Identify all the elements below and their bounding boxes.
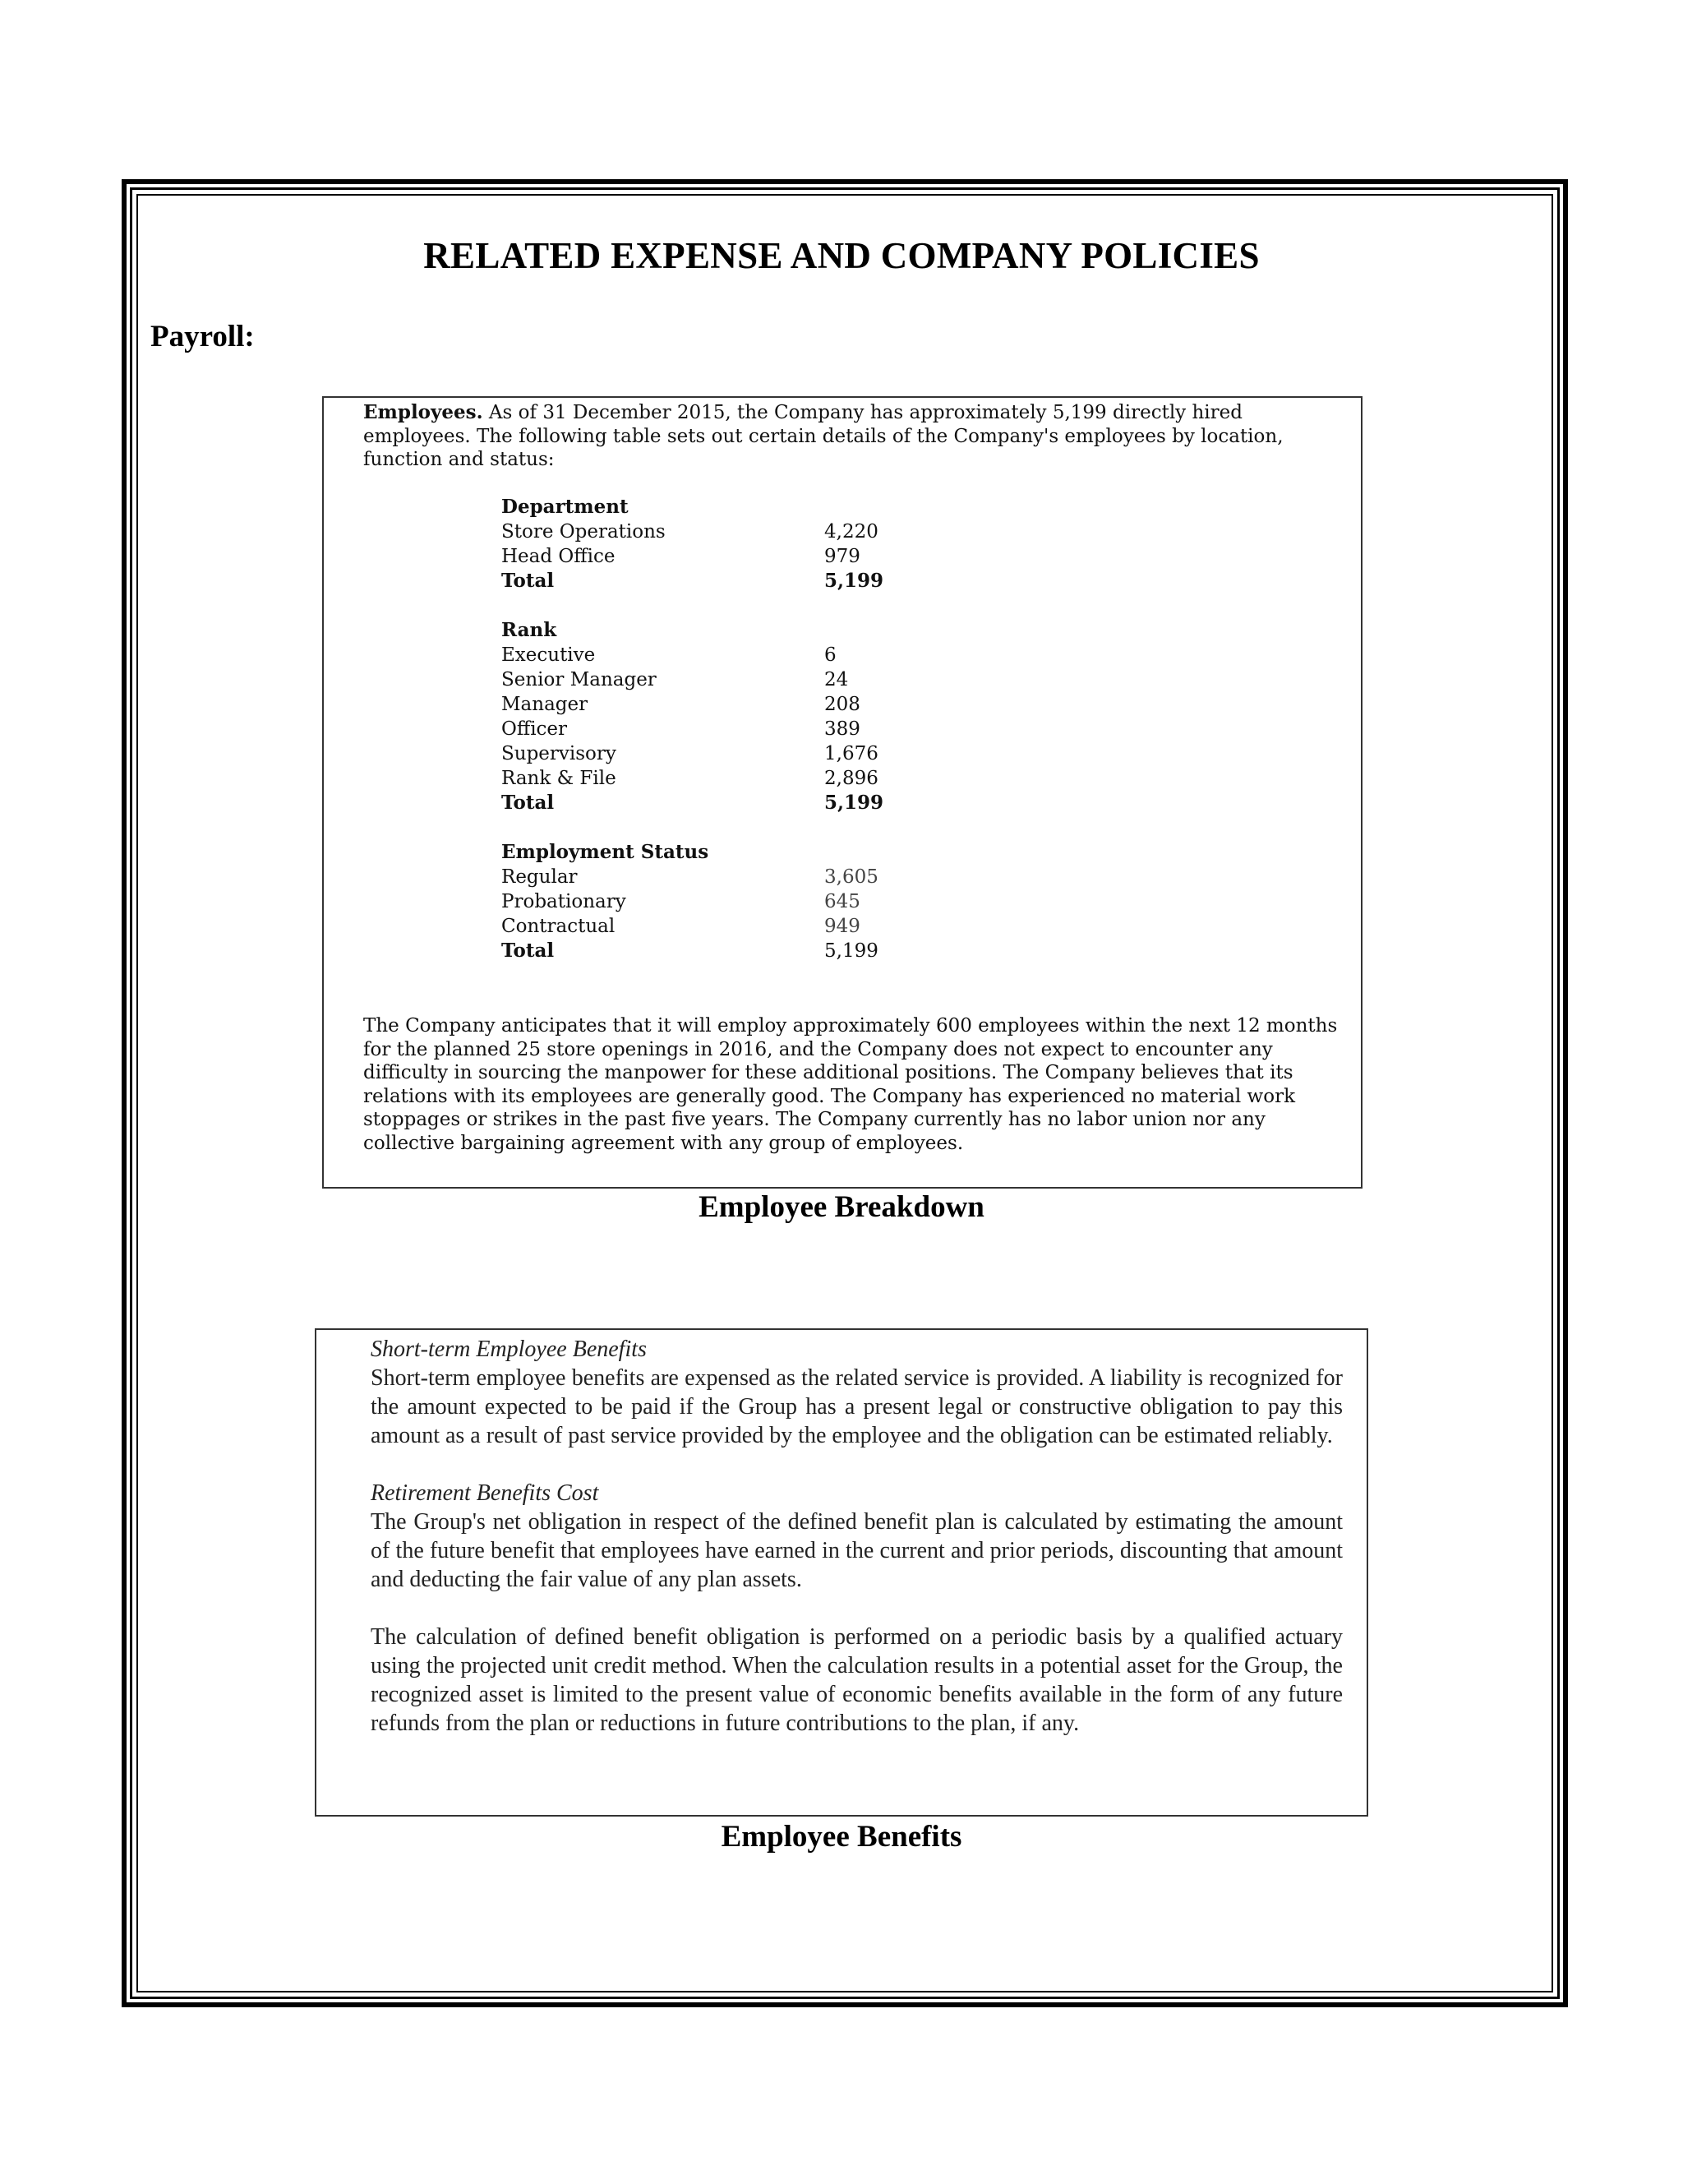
retirement-heading: Retirement Benefits Cost	[371, 1480, 599, 1506]
table-row	[501, 914, 994, 939]
row-label: Store Operations	[501, 521, 666, 543]
department-group	[501, 495, 994, 593]
row-label: Probationary	[501, 891, 626, 912]
status-title: Employment Status	[501, 841, 709, 863]
row-label: Total	[501, 940, 555, 962]
row-label: Total	[501, 792, 555, 814]
table-row	[501, 643, 994, 667]
row-value: 1,676	[824, 743, 878, 764]
rank-group	[501, 618, 994, 815]
row-value: 5,199	[824, 570, 884, 592]
table-row	[501, 741, 994, 766]
row-value: 389	[824, 718, 860, 740]
caption-employee-breakdown: Employee Breakdown	[699, 1190, 984, 1224]
row-label: Contractual	[501, 916, 616, 937]
rank-title: Rank	[501, 619, 557, 641]
row-label: Total	[501, 570, 555, 592]
employee-table	[501, 495, 994, 988]
row-value: 24	[824, 669, 849, 690]
spacer	[371, 1594, 1343, 1623]
intro-lead: Employees.	[363, 401, 483, 423]
calculation-text: The calculation of defined benefit obligation is performed on a periodic basis by a qualified actuary using the projected unit credit method. When the calculation results in a potential asset for the Group, the recognized asset is limited to the present value of economic benefits available in the form of any future refunds from the plan or reductions in future contributions to the plan, if any.	[371, 1624, 1343, 1736]
department-title: Department	[501, 496, 629, 518]
row-value: 4,220	[824, 521, 878, 543]
row-label: Officer	[501, 718, 568, 740]
table-row-total	[501, 791, 994, 815]
short-term-text: Short-term employee benefits are expensed as the related service is provided. A liability is recognized for the amount expected to be paid if the Group has a present legal or constructive obligation to pay this amount as a result of past service provided by the employee and the obligation can be estimated reliably.	[371, 1365, 1343, 1448]
table-row	[501, 865, 994, 889]
row-value: 3,605	[824, 866, 878, 888]
table-row	[501, 667, 994, 692]
benefits-box	[315, 1328, 1368, 1817]
benefits-content	[371, 1335, 1343, 1738]
section-label-payroll: Payroll:	[150, 320, 255, 353]
page-title: RELATED EXPENSE AND COMPANY POLICIES	[423, 235, 1260, 276]
row-value: 949	[824, 916, 860, 937]
table-row	[501, 519, 994, 544]
employees-intro	[363, 401, 1341, 472]
retirement-text: The Group's net obligation in respect of the defined benefit plan is calculated by estimating the amount of the future benefit that employees have earned in the current and prior periods, discounting that amount and deducting the fair value of any plan assets.	[371, 1509, 1343, 1592]
row-value: 5,199	[824, 940, 878, 962]
status-group	[501, 840, 994, 963]
row-value: 2,896	[824, 768, 878, 789]
caption-employee-benefits: Employee Benefits	[721, 1820, 962, 1854]
short-term-heading: Short-term Employee Benefits	[371, 1337, 647, 1362]
spacer	[371, 1450, 1343, 1479]
employees-closing-text: The Company anticipates that it will employ approximately 600 employees within the next 12 months for the planned 25 store openings in 2016, and the Company does not expect to encounter any difficulty in sourcing the manpower for these additional positions. The Company believes that its relations with its employees are generally good. The Company has experienced no material work stoppages or strikes in the past five years. The Company currently has no labor union nor any collective bargaining agreement with any group of employees.	[363, 1015, 1338, 1154]
row-label: Regular	[501, 866, 578, 888]
table-row	[501, 692, 994, 717]
row-label: Supervisory	[501, 743, 616, 764]
table-row	[501, 766, 994, 791]
row-value: 6	[824, 644, 837, 666]
row-value: 645	[824, 891, 860, 912]
intro-text: As of 31 December 2015, the Company has approximately 5,199 directly hired employees. The following table sets out certain details of the Company's employees by location, function and status:	[363, 402, 1284, 470]
table-row	[501, 717, 994, 741]
table-row	[501, 544, 994, 569]
employees-box	[322, 396, 1363, 1189]
row-value: 5,199	[824, 792, 884, 814]
row-label: Manager	[501, 694, 588, 715]
row-label: Senior Manager	[501, 669, 657, 690]
table-row-total	[501, 569, 994, 593]
table-row	[501, 889, 994, 914]
table-row-total	[501, 939, 994, 963]
row-label: Head Office	[501, 546, 616, 567]
row-label: Executive	[501, 644, 596, 666]
row-value: 979	[824, 546, 860, 567]
row-value: 208	[824, 694, 860, 715]
row-label: Rank & File	[501, 768, 616, 789]
